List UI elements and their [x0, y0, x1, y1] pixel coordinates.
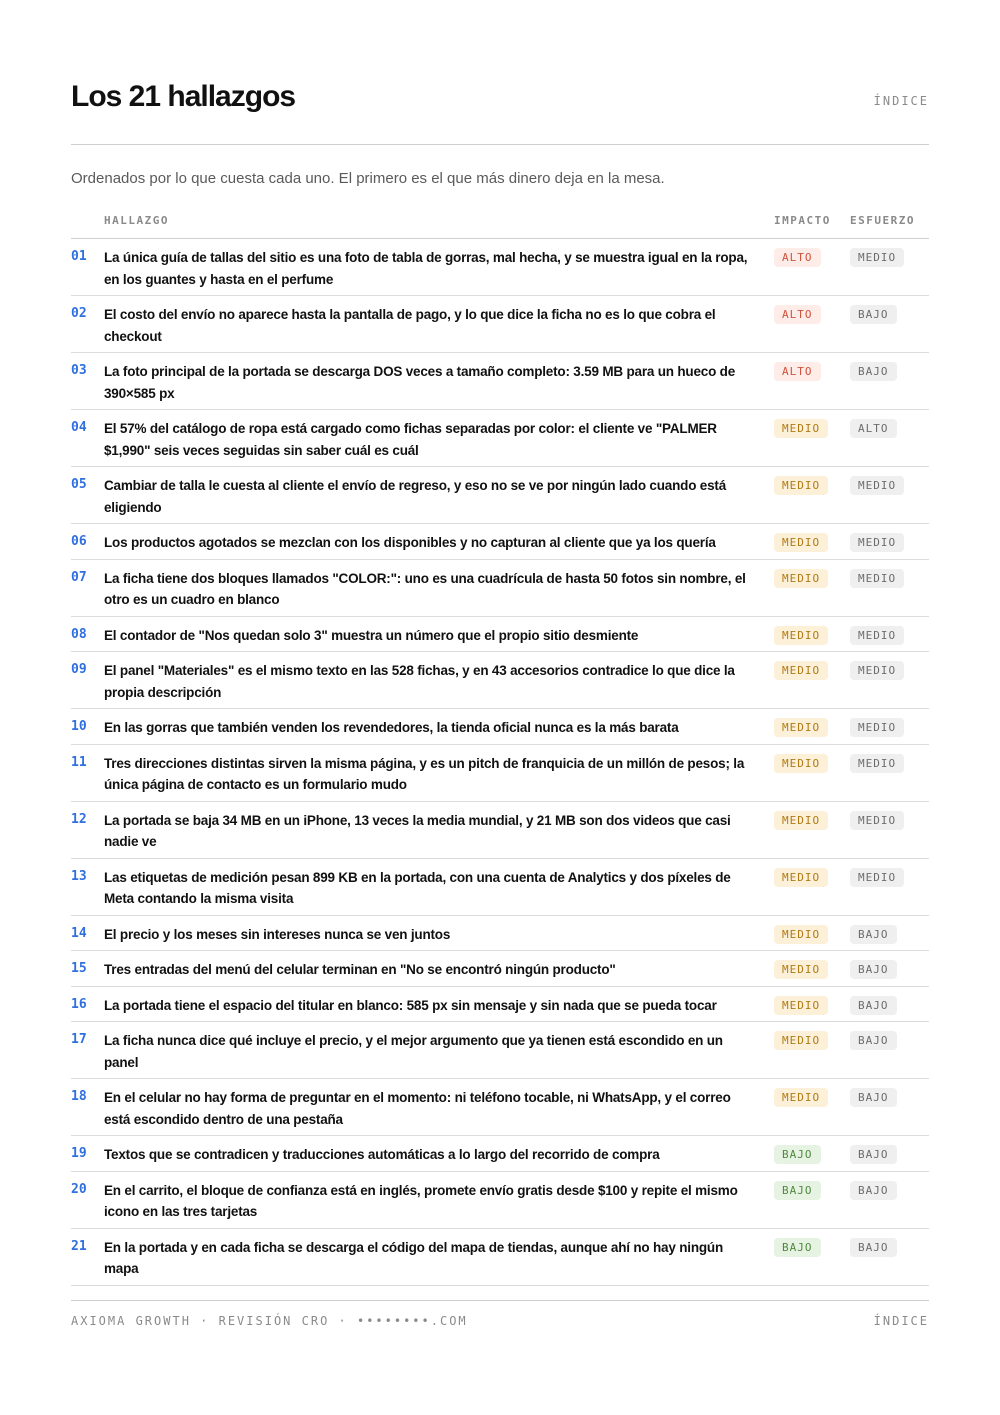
finding-text: Cambiar de talla le cuesta al cliente el envío de regreso, y eso no se ve por ningún lado cuando está eligiendo — [104, 478, 727, 515]
table-row — [71, 239, 929, 296]
impact-badge: ALTO — [774, 305, 821, 324]
effort-badge: MEDIO — [850, 811, 904, 830]
impact-badge: MEDIO — [774, 925, 828, 944]
table-row — [71, 467, 929, 524]
table-row — [71, 617, 929, 653]
table-row — [71, 1172, 929, 1229]
impact-badge: MEDIO — [774, 419, 828, 438]
table-header — [71, 206, 929, 239]
index-link[interactable]: ÍNDICE — [873, 94, 929, 108]
finding-text: El panel "Materiales" es el mismo texto en las 528 fichas, y en 43 accesorios contradice lo que dice la propia descripción — [104, 663, 735, 700]
impact-badge: MEDIO — [774, 754, 828, 773]
page-header — [71, 74, 929, 145]
effort-badge: BAJO — [850, 1088, 897, 1107]
finding-text: Tres direcciones distintas sirven la misma página, y es un pitch de franquicia de un millón de pesos; la única página de contacto es un formulario mudo — [104, 755, 745, 792]
finding-number: 04 — [71, 420, 87, 435]
table-row — [71, 987, 929, 1023]
finding-text: En el celular no hay forma de preguntar en el momento: ni teléfono tocable, ni WhatsApp, y el correo está escondido dentro de una pestaña — [104, 1090, 731, 1127]
table-row — [71, 916, 929, 952]
effort-badge: BAJO — [850, 1238, 897, 1257]
table-row — [71, 1136, 929, 1172]
finding-number: 09 — [71, 662, 87, 677]
column-header-impact: IMPACTO — [774, 214, 831, 227]
impact-badge: MEDIO — [774, 868, 828, 887]
finding-text: Los productos agotados se mezclan con los disponibles y no capturan al cliente que ya los quería — [104, 535, 716, 550]
effort-badge: MEDIO — [850, 718, 904, 737]
finding-text: La ficha nunca dice qué incluye el precio, y el mejor argumento que ya tienen está escondido en un panel — [104, 1033, 723, 1070]
table-row — [71, 1022, 929, 1079]
impact-badge: MEDIO — [774, 811, 828, 830]
finding-number: 03 — [71, 363, 87, 378]
table-row — [71, 560, 929, 617]
finding-number: 10 — [71, 719, 87, 734]
finding-number: 18 — [71, 1089, 87, 1104]
finding-number: 08 — [71, 626, 87, 642]
finding-number: 07 — [71, 569, 87, 585]
impact-badge: BAJO — [774, 1238, 821, 1257]
finding-text: La foto principal de la portada se descarga DOS veces a tamaño completo: 3.59 MB para un hueco de 390×585 px — [104, 364, 736, 401]
table-row — [71, 1229, 929, 1286]
effort-badge: MEDIO — [850, 661, 904, 680]
finding-text: El precio y los meses sin intereses nunca se ven juntos — [104, 926, 451, 942]
effort-badge: BAJO — [850, 960, 897, 979]
effort-badge: MEDIO — [850, 533, 904, 552]
column-header-finding: HALLAZGO — [104, 214, 169, 227]
finding-text: Las etiquetas de medición pesan 899 KB en la portada, con una cuenta de Analytics y dos píxeles de Meta contando la misma visita — [104, 869, 731, 906]
impact-badge: MEDIO — [774, 1031, 828, 1050]
finding-number: 20 — [71, 1181, 87, 1197]
finding-number: 17 — [71, 1032, 87, 1047]
impact-badge: MEDIO — [774, 1088, 828, 1107]
finding-number: 21 — [71, 1238, 87, 1254]
effort-badge: MEDIO — [850, 754, 904, 773]
table-body — [71, 239, 929, 1286]
impact-badge: MEDIO — [774, 661, 828, 680]
finding-text: Textos que se contradicen y traducciones automáticas a lo largo del recorrido de compra — [104, 1147, 660, 1162]
impact-badge: MEDIO — [774, 476, 828, 495]
effort-badge: BAJO — [850, 925, 897, 944]
impact-badge: ALTO — [774, 248, 821, 267]
table-row — [71, 524, 929, 560]
finding-text: La única guía de tallas del sitio es una foto de tabla de gorras, mal hecha, y se muestra igual en la ropa, en los guantes y hasta en el perfume — [104, 250, 748, 287]
finding-text: El 57% del catálogo de ropa está cargado como fichas separadas por color: el cliente ve "PALMER $1,990" seis veces seguidas sin saber cuál es cuál — [104, 421, 717, 458]
impact-badge: MEDIO — [774, 626, 828, 645]
effort-badge: BAJO — [850, 305, 897, 324]
effort-badge: BAJO — [850, 1145, 897, 1164]
table-row — [71, 652, 929, 709]
finding-number: 01 — [71, 249, 87, 264]
page-subtitle: Ordenados por lo que cuesta cada uno. El primero es el que más dinero deja en la mesa. — [71, 170, 665, 187]
table-row — [71, 296, 929, 353]
finding-number: 19 — [71, 1146, 87, 1161]
finding-text: La portada se baja 34 MB en un iPhone, 13 veces la media mundial, y 21 MB son dos videos que casi nadie ve — [104, 812, 731, 849]
impact-badge: BAJO — [774, 1181, 821, 1200]
footer-credit: AXIOMA GROWTH · REVISIÓN CRO · ••••••••.COM — [71, 1314, 468, 1328]
finding-number: 11 — [71, 754, 87, 770]
table-row — [71, 353, 929, 410]
finding-text: En la portada y en cada ficha se descarga el código del mapa de tiendas, aunque ahí no hay ningún mapa — [104, 1239, 724, 1276]
impact-badge: MEDIO — [774, 718, 828, 737]
impact-badge: ALTO — [774, 362, 821, 381]
impact-badge: MEDIO — [774, 960, 828, 979]
page-title: Los 21 hallazgos — [71, 80, 296, 113]
effort-badge: BAJO — [850, 996, 897, 1015]
effort-badge: MEDIO — [850, 569, 904, 588]
finding-number: 12 — [71, 811, 87, 827]
finding-number: 16 — [71, 996, 87, 1012]
finding-text: La ficha tiene dos bloques llamados "COLOR:": uno es una cuadrícula de hasta 50 fotos sin nombre, el otro es un cuadro en blanco — [104, 570, 746, 607]
column-header-effort: ESFUERZO — [850, 214, 915, 227]
footer-index-link[interactable]: ÍNDICE — [873, 1314, 929, 1328]
finding-text: La portada tiene el espacio del titular en blanco: 585 px sin mensaje y sin nada que se pueda tocar — [104, 997, 717, 1013]
table-row — [71, 709, 929, 745]
effort-badge: MEDIO — [850, 476, 904, 495]
finding-number: 14 — [71, 925, 87, 941]
impact-badge: MEDIO — [774, 569, 828, 588]
finding-number: 15 — [71, 961, 87, 976]
finding-number: 02 — [71, 306, 87, 321]
table-row — [71, 859, 929, 916]
finding-text: El contador de "Nos quedan solo 3" muestra un número que el propio sitio desmiente — [104, 627, 639, 643]
table-row — [71, 1079, 929, 1136]
effort-badge: MEDIO — [850, 868, 904, 887]
effort-badge: BAJO — [850, 1181, 897, 1200]
findings-table — [71, 206, 929, 1286]
finding-text: En el carrito, el bloque de confianza está en inglés, promete envío gratis desde $100 y repite el mismo icono en las tres tarjetas — [104, 1182, 738, 1219]
finding-text: Tres entradas del menú del celular terminan en "No se encontró ningún producto" — [104, 962, 616, 977]
table-row — [71, 745, 929, 802]
impact-badge: MEDIO — [774, 533, 828, 552]
effort-badge: ALTO — [850, 419, 897, 438]
table-row — [71, 951, 929, 987]
page-footer — [71, 1300, 929, 1341]
finding-number: 05 — [71, 477, 87, 492]
impact-badge: MEDIO — [774, 996, 828, 1015]
table-row — [71, 802, 929, 859]
impact-badge: BAJO — [774, 1145, 821, 1164]
table-row — [71, 410, 929, 467]
effort-badge: BAJO — [850, 1031, 897, 1050]
finding-number: 13 — [71, 868, 87, 884]
effort-badge: BAJO — [850, 362, 897, 381]
effort-badge: MEDIO — [850, 626, 904, 645]
finding-number: 06 — [71, 534, 87, 549]
finding-text: En las gorras que también venden los revendedores, la tienda oficial nunca es la más barata — [104, 720, 679, 735]
effort-badge: MEDIO — [850, 248, 904, 267]
finding-text: El costo del envío no aparece hasta la pantalla de pago, y lo que dice la ficha no es lo que cobra el checkout — [104, 307, 716, 344]
